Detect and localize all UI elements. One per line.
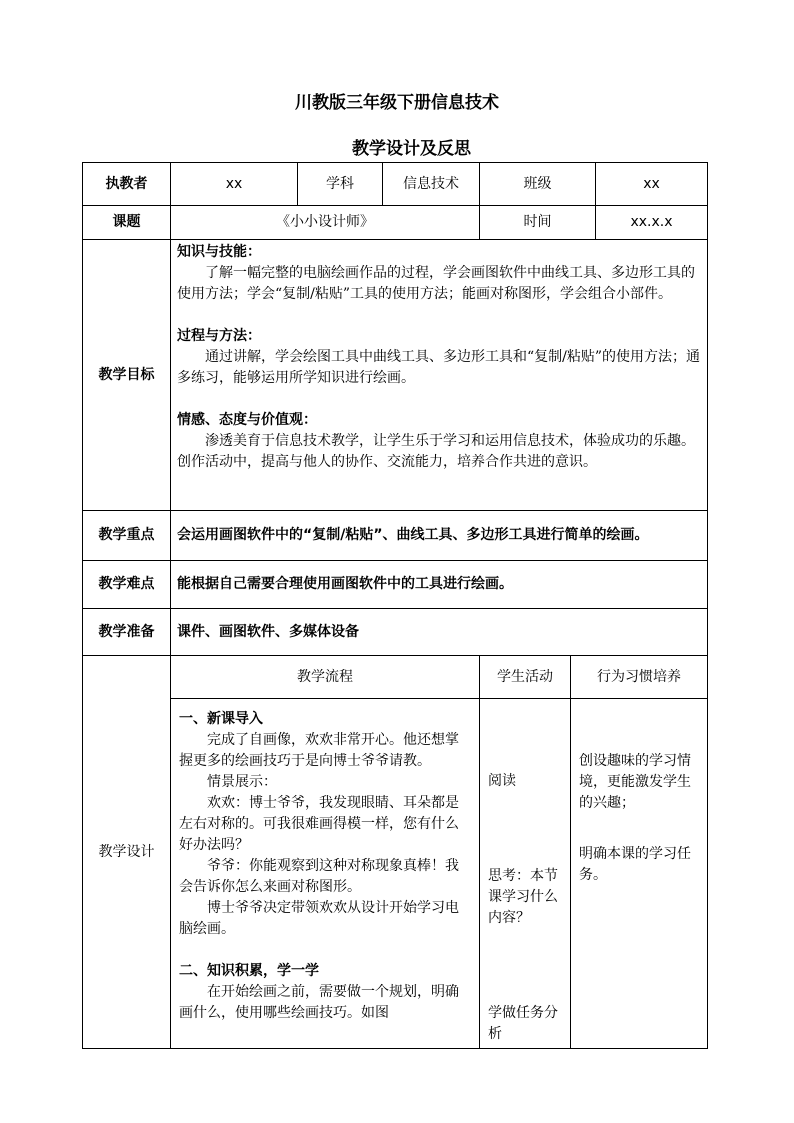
time-label: 时间: [480, 206, 596, 240]
preparation-label: 教学准备: [83, 609, 171, 656]
section-1-para-2: 情景展示：: [207, 774, 277, 790]
student-column-header: 学生活动: [480, 656, 571, 699]
student-activity-1: 阅读: [488, 773, 516, 789]
preparation-text: 课件、画图软件、多媒体设备: [171, 609, 708, 656]
section-1-para-3: 欢欢：博士爷爷，我发现眼睛、耳朵都是左右对称的。可我很难画得模一样，您有什么好办法吗？: [179, 795, 459, 853]
habit-item-1: 创设趣味的学习情境，更能激发学生的兴趣；: [579, 753, 691, 811]
subject-value: 信息技术: [383, 163, 480, 206]
section-1-para-4: 爷爷：你能观察到这种对称现象真棒！我会告诉你怎么来画对称图形。: [179, 858, 459, 895]
class-value: xx: [596, 163, 708, 206]
teacher-label: 执教者: [83, 163, 171, 206]
design-body-row: [83, 699, 708, 1049]
goal-text-process: 通过讲解，学会绘图工具中曲线工具、多边形工具和“复制/粘贴”的使用方法；通多练习，能够运用所学知识进行绘画。: [177, 349, 701, 386]
lesson-row: [83, 206, 708, 240]
lesson-label: 课题: [83, 206, 171, 240]
goals-label: 教学目标: [83, 240, 171, 511]
document-subtitle: 教学设计及反思: [352, 139, 471, 159]
student-activity-content: [480, 699, 571, 1049]
preparation-row: [83, 609, 708, 656]
goal-heading-process: 过程与方法：: [177, 328, 261, 344]
flow-content: [171, 699, 480, 1049]
key-point-label: 教学重点: [83, 511, 171, 561]
habit-item-2: 明确本课的学习任务。: [579, 846, 691, 883]
section-1-para-1: 完成了自画像，欢欢非常开心。他还想掌握更多的绘画技巧于是向博士爷爷请教。: [179, 732, 459, 769]
difficulty-row: [83, 561, 708, 609]
goals-row: [83, 240, 708, 511]
teacher-value: xx: [171, 163, 298, 206]
student-activity-3: 学做任务分析: [488, 1005, 558, 1042]
habit-content: [571, 699, 708, 1049]
lesson-value: 《小小设计师》: [171, 206, 480, 240]
goal-heading-knowledge: 知识与技能：: [177, 244, 261, 260]
subject-label: 学科: [298, 163, 383, 206]
goals-content: [171, 240, 708, 511]
student-activity-2: 思考：本节课学习什么内容？: [488, 868, 558, 926]
lesson-plan-table: [82, 162, 708, 1049]
section-1-title: 一、新课导入: [179, 711, 263, 727]
design-label: 教学设计: [83, 656, 171, 1049]
flow-column-header: 教学流程: [171, 656, 480, 699]
design-header-row: [83, 656, 708, 699]
section-2-para-1: 在开始绘画之前，需要做一个规划，明确画什么，使用哪些绘画技巧。如图: [179, 984, 459, 1021]
time-value: xx.x.x: [596, 206, 708, 240]
goal-text-emotion: 渗透美育于信息技术教学，让学生乐于学习和运用信息技术，体验成功的乐趣。创作活动中，提高与他人的协作、交流能力，培养合作共进的意识。: [177, 433, 695, 470]
goal-text-knowledge: 了解一幅完整的电脑绘画作品的过程，学会画图软件中曲线工具、多边形工具的使用方法；学会“复制/粘贴”工具的使用方法；能画对称图形，学会组合小部件。: [177, 265, 695, 302]
document-title: 川教版三年级下册信息技术: [295, 93, 499, 113]
class-label: 班级: [480, 163, 596, 206]
goal-heading-emotion: 情感、态度与价值观：: [177, 412, 317, 428]
key-point-text: 会运用画图软件中的“复制/粘贴”、曲线工具、多边形工具进行简单的绘画。: [171, 511, 708, 561]
habit-column-header: 行为习惯培养: [571, 656, 708, 699]
section-2-title: 二、知识积累，学一学: [179, 963, 319, 979]
key-point-row: [83, 511, 708, 561]
header-row: [83, 163, 708, 206]
difficulty-label: 教学难点: [83, 561, 171, 609]
section-1-para-5: 博士爷爷决定带领欢欢从设计开始学习电脑绘画。: [179, 900, 459, 937]
difficulty-text: 能根据自己需要合理使用画图软件中的工具进行绘画。: [171, 561, 708, 609]
